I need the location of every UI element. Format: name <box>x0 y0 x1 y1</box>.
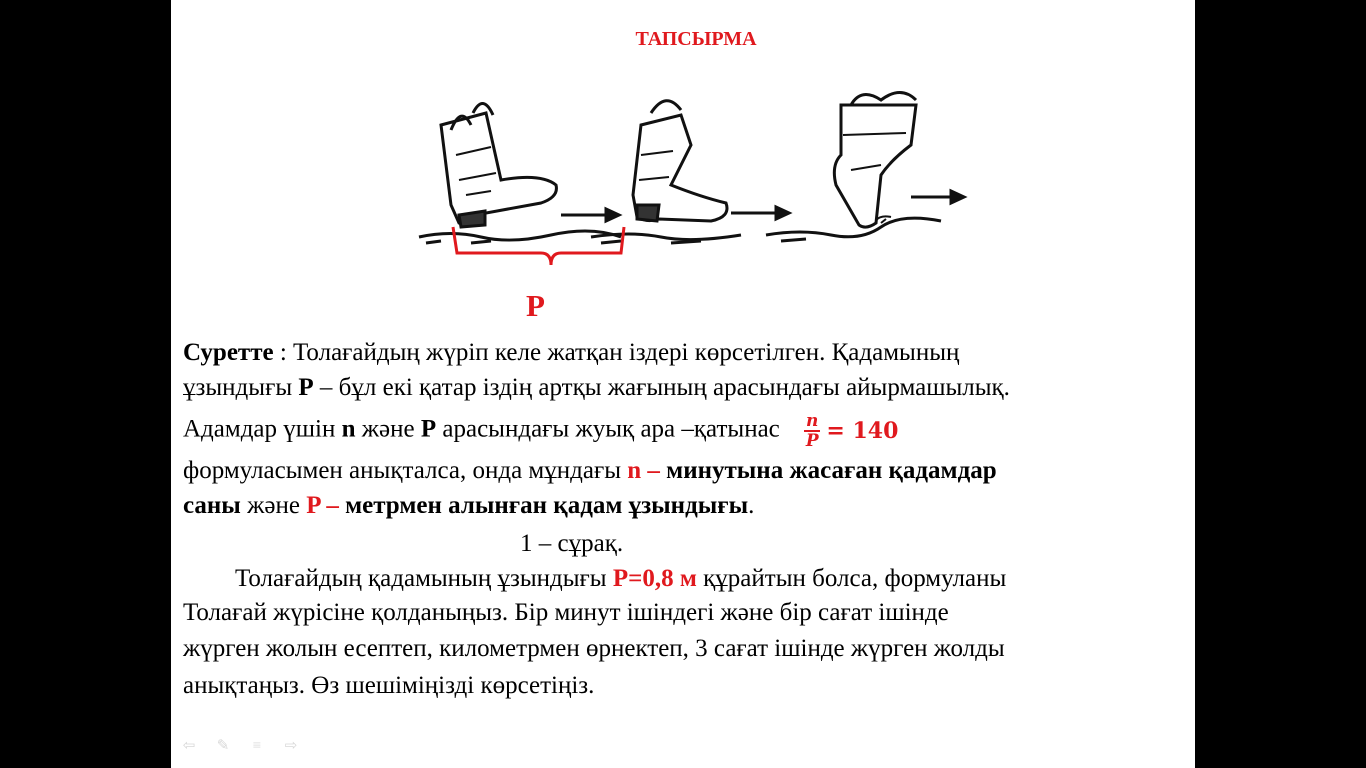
direction-arrows <box>561 191 964 221</box>
menu-icon[interactable]: ≡ <box>252 738 262 754</box>
var-n: n <box>341 415 356 443</box>
step-value: P=0,8 м <box>612 565 697 592</box>
paragraph1-line3 <box>183 412 898 450</box>
text: Адамдар үшін <box>183 415 342 443</box>
var-p: P <box>298 374 314 401</box>
ratio-formula <box>804 412 898 450</box>
paragraph1-line1 <box>183 338 959 368</box>
fraction-denominator: P <box>805 431 819 451</box>
var-n-red: n – <box>627 457 660 484</box>
lead-word: Суретте <box>183 339 274 366</box>
slide <box>171 0 1195 768</box>
fraction <box>804 412 820 450</box>
boot-3 <box>834 93 916 228</box>
paragraph2-line2: Толағай жүрісіне қолданыңыз. Бір минут ішіндегі және бір сағат ішінде <box>183 599 949 626</box>
text: арасындағы жуық ара –қатынас <box>436 415 780 443</box>
text-bold: минутына жасаған қадамдар <box>659 457 997 484</box>
paragraph1-line4 <box>183 456 997 486</box>
boot-1 <box>441 103 556 227</box>
text: және <box>355 415 421 443</box>
formula-value: = 140 <box>826 418 899 444</box>
text-bold: метрмен алынған қадам ұзындығы <box>338 492 749 519</box>
fraction-numerator: n <box>806 411 819 431</box>
paragraph2-line3: жүрген жолын есептеп, километрмен өрнектеп, 3 сағат ішінде жүрген жолды <box>183 635 1005 662</box>
boot-2 <box>633 101 727 221</box>
step-length-label: P <box>526 288 545 323</box>
text: ұзындығы <box>183 374 299 401</box>
question-heading: 1 – сұрақ. <box>520 530 624 557</box>
text: Толағайдың қадамының ұзындығы <box>235 565 613 592</box>
text-bold: саны <box>183 492 241 519</box>
text: құрайтын болса, формуланы <box>696 565 1007 592</box>
var-p-red: P – <box>306 492 339 519</box>
paragraph2-line4: анықтаңыз. Өз шешіміңізді көрсетіңіз. <box>183 672 595 699</box>
pen-icon[interactable]: ✎ <box>216 738 230 754</box>
paragraph1-line2 <box>183 373 1010 403</box>
text: . <box>748 492 755 519</box>
slideshow-nav <box>179 738 301 754</box>
text: : Толағайдың жүріп келе жатқан іздері көрсетілген. Қадамының <box>273 339 960 366</box>
boot-footprints-illustration <box>411 85 971 285</box>
slide-title: ТАПСЫРМА <box>635 28 757 50</box>
var-p: P <box>420 415 437 443</box>
text: және <box>240 492 307 519</box>
previous-arrow-icon[interactable]: ⇦ <box>182 738 196 754</box>
paragraph2-line1 <box>235 564 1006 594</box>
next-arrow-icon[interactable]: ⇨ <box>284 738 298 754</box>
paragraph1-line5 <box>183 491 754 521</box>
text: – бұл екі қатар іздің артқы жағының арасындағы айырмашылық. <box>313 374 1010 401</box>
text: формуласымен анықталса, онда мұндағы <box>183 457 628 484</box>
